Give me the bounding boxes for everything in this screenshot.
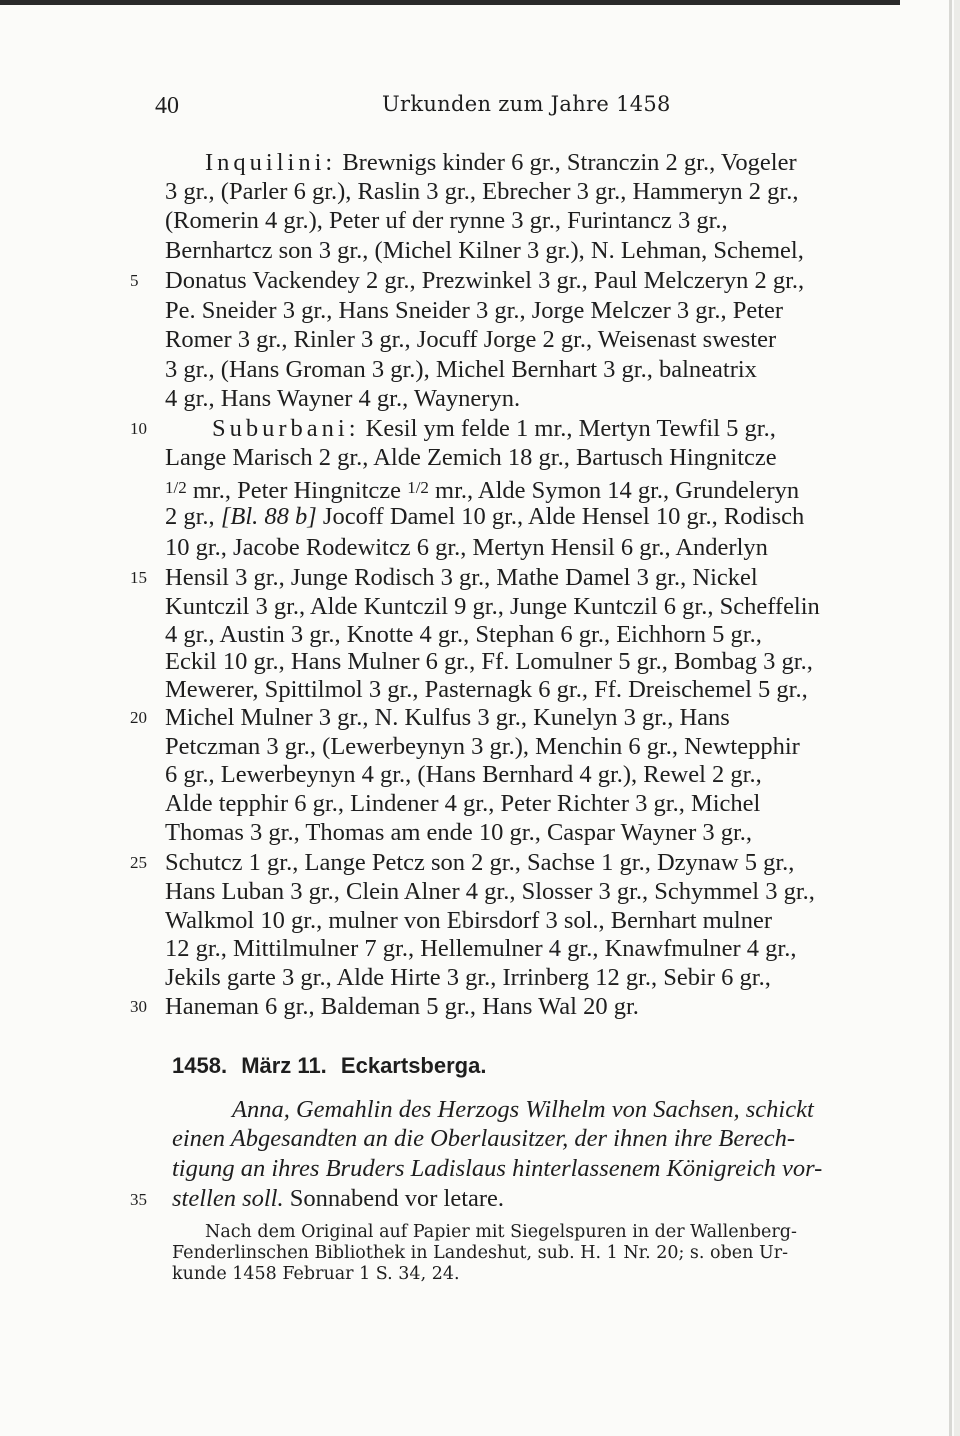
line-number-10: 10 — [130, 419, 147, 438]
text-line: Hans Luban 3 gr., Clein Alner 4 gr., Slosser 3 gr., Schymmel 3 gr., — [165, 878, 815, 905]
text-line: Bernhartcz son 3 gr., (Michel Kilner 3 gr.), N. Lehman, Schemel, — [165, 237, 804, 264]
line-number-30: 30 — [130, 997, 147, 1016]
heading-year: 1458. — [172, 1053, 228, 1078]
text-line: Romer 3 gr., Rinler 3 gr., Jocuff Jorge 2 gr., Weisenast swester — [165, 326, 777, 353]
text-line: 4 gr., Austin 3 gr., Knotte 4 gr., Stephan 6 gr., Eichhorn 5 gr., — [165, 621, 762, 648]
source-note-line: Nach dem Original auf Papier mit Siegelspuren in der Wallenberg- — [205, 1222, 797, 1242]
regest-line: einen Abgesandten an die Oberlausitzer, der ihnen ihre Berech- — [172, 1125, 796, 1152]
text-line: Schutcz 1 gr., Lange Petcz son 2 gr., Sachse 1 gr., Dzynaw 5 gr., — [165, 849, 795, 876]
text-segment: Jocoff Damel 10 gr., Alde Hensel 10 gr., Rodisch — [316, 503, 805, 530]
text-line: 10 gr., Jacobe Rodewitcz 6 gr., Mertyn Hensil 6 gr., Anderlyn — [165, 534, 768, 561]
text-line: 3 gr., (Parler 6 gr.), Raslin 3 gr., Ebrecher 3 gr., Hammeryn 2 gr., — [165, 178, 799, 205]
folio-marker: [Bl. 88 b] — [220, 503, 317, 530]
text-line: (Romerin 4 gr.), Peter uf der rynne 3 gr., Furintancz 3 gr., — [165, 207, 728, 234]
fraction: 1/2 — [165, 478, 187, 497]
text-line: Donatus Vackendey 2 gr., Prezwinkel 3 gr., Paul Melczeryn 2 gr., — [165, 267, 805, 294]
text-line: Haneman 6 gr., Baldeman 5 gr., Hans Wal 20 gr. — [165, 993, 639, 1020]
line-number-25: 25 — [130, 853, 147, 872]
source-note-line: kunde 1458 Februar 1 S. 34, 24. — [172, 1264, 460, 1284]
regest-line: tigung an ihres Bruders Ladislaus hinterlassenem Königreich vor- — [172, 1155, 823, 1182]
line-number-5: 5 — [130, 271, 139, 290]
text-line: 12 gr., Mittilmulner 7 gr., Hellemulner 4 gr., Knawfmulner 4 gr., — [165, 935, 797, 962]
text-segment: Kesil ym felde 1 mr., Mertyn Tewfil 5 gr., — [365, 415, 776, 442]
scan-right-margin — [954, 0, 960, 1436]
text-line: Hensil 3 gr., Junge Rodisch 3 gr., Mathe Damel 3 gr., Nickel — [165, 564, 758, 591]
text-line: Pe. Sneider 3 gr., Hans Sneider 3 gr., Jorge Melczer 3 gr., Peter — [165, 297, 784, 324]
text-line: 4 gr., Hans Wayner 4 gr., Waynerуn. — [165, 385, 521, 412]
running-head: Urkunden zum Jahre 1458 — [382, 92, 671, 116]
line-number-20: 20 — [130, 708, 147, 727]
text-segment: mr., Alde Symon 14 gr., Grundeleryn — [428, 477, 800, 504]
text-line: Eckil 10 gr., Hans Mulner 6 gr., Ff. Lomulner 5 gr., Bombag 3 gr., — [165, 648, 813, 675]
text-line — [205, 148, 797, 178]
fraction: 1/2 — [407, 478, 429, 497]
document-heading — [172, 1053, 494, 1079]
heading-place: Eckartsberga. — [340, 1053, 487, 1078]
heading-date: März 11. — [241, 1053, 327, 1078]
section-label-inquilini: Inquilini: — [205, 149, 337, 176]
text-line: Mewerer, Spittilmol 3 gr., Pasternagk 6 gr., Ff. Dreischemel 5 gr., — [165, 676, 808, 703]
text-line: Kuntczil 3 gr., Alde Kuntczil 9 gr., Junge Kuntczil 6 gr., Scheffelin — [165, 593, 820, 620]
page-number: 40 — [155, 93, 179, 119]
text-line: Petczman 3 gr., (Lewerbeynyn 3 gr.), Menchin 6 gr., Newtepphir — [165, 733, 800, 760]
line-number-35: 35 — [130, 1190, 147, 1209]
text-line: 3 gr., (Hans Groman 3 gr.), Michel Bernhart 3 gr., balneatrix — [165, 356, 757, 383]
text-line: Michel Mulner 3 gr., N. Kulfus 3 gr., Kunelyn 3 gr., Hans — [165, 704, 730, 731]
regest-line — [172, 1184, 504, 1214]
regest-line: Anna, Gemahlin des Herzogs Wilhelm von Sachsen, schickt — [232, 1096, 814, 1123]
text-line: Lange Marisch 2 gr., Alde Zemich 18 gr., Bartusch Hingnitcze — [165, 444, 777, 471]
regest-date: Sonnabend vor letare. — [283, 1185, 505, 1212]
text-segment: Brewnigs kinder 6 gr., Stranczin 2 gr., Vogeler — [342, 149, 797, 176]
text-line: Alde tepphir 6 gr., Lindener 4 gr., Peter Richter 3 gr., Michel — [165, 790, 761, 817]
text-line — [212, 414, 776, 444]
text-line: Jekils garte 3 gr., Alde Hirte 3 gr., Irrinberg 12 gr., Sebir 6 gr., — [165, 964, 771, 991]
section-label-suburbani: Suburbani: — [212, 415, 360, 442]
text-segment: mr., Peter Hingnitcze — [186, 477, 408, 504]
text-line: 6 gr., Lewerbeynyn 4 gr., (Hans Bernhard 4 gr.), Rewel 2 gr., — [165, 761, 762, 788]
text-line: Thomas 3 gr., Thomas am ende 10 gr., Caspar Wayner 3 gr., — [165, 819, 753, 846]
text-line — [165, 502, 804, 532]
text-line: Walkmol 10 gr., mulner von Ebirsdorf 3 sol., Bernhart mulner — [165, 907, 773, 934]
line-number-15: 15 — [130, 568, 147, 587]
scan-right-edge — [949, 0, 952, 1436]
source-note-line: Fenderlinschen Bibliothek in Landeshut, sub. H. 1 Nr. 20; s. oben Ur- — [172, 1243, 788, 1263]
scan-top-edge — [0, 0, 900, 5]
regest-italic: stellen soll. — [172, 1185, 284, 1212]
text-segment: 2 gr., — [165, 503, 221, 530]
